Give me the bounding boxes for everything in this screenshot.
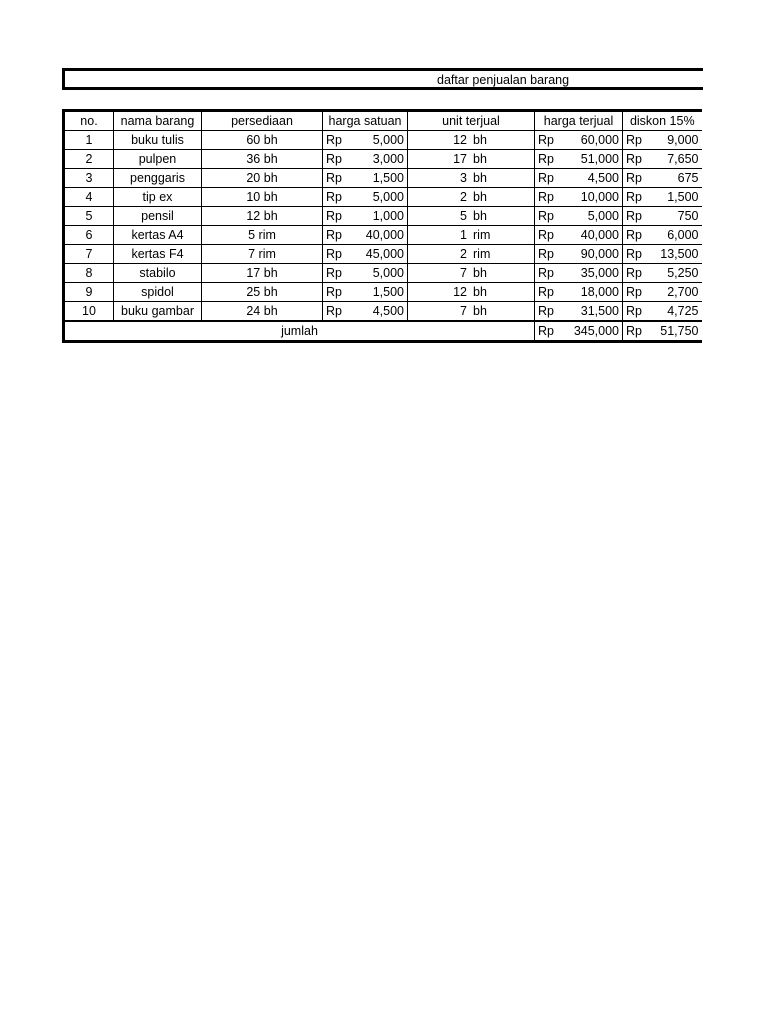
row-diskon: 2,700 [657,283,702,302]
row-harga-terjual-currency: Rp [535,302,569,322]
table-row [64,245,702,264]
row-no: 2 [64,150,114,169]
row-harga-terjual: 4,500 [569,169,623,188]
table-row [64,226,702,245]
row-persediaan: 7 rim [202,245,323,264]
row-harga-terjual: 18,000 [569,283,623,302]
row-diskon: 9,000 [657,131,702,150]
row-harga-terjual-currency: Rp [535,131,569,150]
row-diskon-currency: Rp [623,169,657,188]
row-no: 1 [64,131,114,150]
row-diskon-currency: Rp [623,302,657,322]
row-harga-satuan: 4,500 [357,302,408,322]
row-unit-qty: 12 [453,285,467,299]
row-harga-terjual-currency: Rp [535,188,569,207]
row-harga-satuan: 40,000 [357,226,408,245]
row-no: 8 [64,264,114,283]
row-harga-satuan-currency: Rp [323,169,357,188]
row-persediaan: 12 bh [202,207,323,226]
row-no: 6 [64,226,114,245]
row-harga-terjual: 90,000 [569,245,623,264]
row-harga-satuan: 5,000 [357,264,408,283]
row-harga-satuan: 5,000 [357,131,408,150]
row-no: 5 [64,207,114,226]
row-diskon: 6,000 [657,226,702,245]
row-unit-label: rim [473,247,491,261]
row-unit-qty: 1 [460,228,467,242]
row-diskon-currency: Rp [623,283,657,302]
row-nama-barang: pulpen [114,150,202,169]
row-harga-satuan-currency: Rp [323,150,357,169]
row-harga-satuan: 45,000 [357,245,408,264]
row-unit-qty: 2 [460,247,467,261]
row-unit-terjual [408,264,535,283]
row-unit-label: bh [473,304,487,318]
row-harga-terjual: 40,000 [569,226,623,245]
row-diskon: 750 [657,207,702,226]
row-diskon: 4,725 [657,302,702,322]
row-unit-terjual [408,131,535,150]
row-unit-qty: 7 [460,266,467,280]
total-diskon-currency: Rp [623,321,657,342]
table-row [64,169,702,188]
row-harga-terjual-currency: Rp [535,226,569,245]
table-row [64,283,702,302]
row-nama-barang: buku tulis [114,131,202,150]
sales-table [62,109,702,343]
row-nama-barang: kertas F4 [114,245,202,264]
row-harga-terjual: 31,500 [569,302,623,322]
row-unit-label: bh [473,285,487,299]
title-banner [62,68,703,90]
row-harga-terjual: 5,000 [569,207,623,226]
total-diskon: 51,750 [657,321,702,342]
row-persediaan: 5 rim [202,226,323,245]
row-diskon-currency: Rp [623,245,657,264]
table-row [64,131,702,150]
row-diskon: 5,250 [657,264,702,283]
table-row [64,264,702,283]
row-diskon-currency: Rp [623,207,657,226]
row-unit-label: bh [473,152,487,166]
total-label: jumlah [64,321,535,342]
row-harga-satuan-currency: Rp [323,264,357,283]
row-unit-terjual [408,245,535,264]
header-harga-satuan: harga satuan [323,111,408,131]
row-unit-qty: 17 [453,152,467,166]
row-harga-satuan-currency: Rp [323,188,357,207]
table-row [64,188,702,207]
row-diskon-currency: Rp [623,188,657,207]
header-harga-terjual: harga terjual [535,111,623,131]
row-harga-satuan-currency: Rp [323,226,357,245]
row-harga-terjual: 10,000 [569,188,623,207]
row-unit-qty: 3 [460,171,467,185]
row-unit-label: bh [473,171,487,185]
row-no: 4 [64,188,114,207]
sheet-title: daftar penjualan barang [437,73,570,87]
row-unit-qty: 7 [460,304,467,318]
header-nama-barang: nama barang [114,111,202,131]
row-nama-barang: tip ex [114,188,202,207]
row-persediaan: 17 bh [202,264,323,283]
row-unit-label: bh [473,133,487,147]
row-unit-terjual [408,150,535,169]
row-unit-qty: 5 [460,209,467,223]
row-nama-barang: kertas A4 [114,226,202,245]
row-unit-label: bh [473,209,487,223]
row-harga-terjual: 51,000 [569,150,623,169]
row-harga-terjual-currency: Rp [535,207,569,226]
row-nama-barang: buku gambar [114,302,202,322]
total-row [64,321,702,342]
total-harga-terjual: 345,000 [569,321,623,342]
row-harga-terjual: 35,000 [569,264,623,283]
row-persediaan: 60 bh [202,131,323,150]
row-harga-terjual-currency: Rp [535,150,569,169]
table-row [64,207,702,226]
row-nama-barang: penggaris [114,169,202,188]
header-no: no. [64,111,114,131]
header-row [64,111,702,131]
row-harga-satuan-currency: Rp [323,283,357,302]
row-harga-terjual-currency: Rp [535,264,569,283]
row-no: 10 [64,302,114,322]
table-row [64,302,702,322]
row-harga-satuan-currency: Rp [323,207,357,226]
row-diskon-currency: Rp [623,264,657,283]
row-diskon: 675 [657,169,702,188]
row-unit-qty: 12 [453,133,467,147]
row-harga-satuan: 1,500 [357,169,408,188]
row-harga-terjual-currency: Rp [535,283,569,302]
row-harga-satuan: 1,500 [357,283,408,302]
row-harga-terjual-currency: Rp [535,169,569,188]
row-harga-satuan: 1,000 [357,207,408,226]
row-diskon-currency: Rp [623,226,657,245]
row-unit-label: bh [473,266,487,280]
row-harga-terjual: 60,000 [569,131,623,150]
row-nama-barang: spidol [114,283,202,302]
row-harga-satuan: 5,000 [357,188,408,207]
row-unit-terjual [408,169,535,188]
row-unit-terjual [408,226,535,245]
header-unit-terjual: unit terjual [408,111,535,131]
row-persediaan: 25 bh [202,283,323,302]
row-unit-label: rim [473,228,491,242]
row-persediaan: 10 bh [202,188,323,207]
row-unit-terjual [408,283,535,302]
row-unit-terjual [408,302,535,322]
row-unit-terjual [408,188,535,207]
header-diskon: diskon 15% [623,111,702,131]
row-no: 9 [64,283,114,302]
row-diskon: 7,650 [657,150,702,169]
row-harga-satuan: 3,000 [357,150,408,169]
row-diskon: 13,500 [657,245,702,264]
row-no: 3 [64,169,114,188]
row-harga-satuan-currency: Rp [323,131,357,150]
table-row [64,150,702,169]
row-diskon: 1,500 [657,188,702,207]
row-harga-satuan-currency: Rp [323,302,357,322]
row-unit-qty: 2 [460,190,467,204]
total-harga-terjual-currency: Rp [535,321,569,342]
row-unit-label: bh [473,190,487,204]
row-harga-terjual-currency: Rp [535,245,569,264]
row-diskon-currency: Rp [623,131,657,150]
row-persediaan: 36 bh [202,150,323,169]
row-unit-terjual [408,207,535,226]
row-harga-satuan-currency: Rp [323,245,357,264]
row-no: 7 [64,245,114,264]
row-nama-barang: pensil [114,207,202,226]
header-persediaan: persediaan [202,111,323,131]
row-nama-barang: stabilo [114,264,202,283]
row-diskon-currency: Rp [623,150,657,169]
row-persediaan: 20 bh [202,169,323,188]
row-persediaan: 24 bh [202,302,323,322]
